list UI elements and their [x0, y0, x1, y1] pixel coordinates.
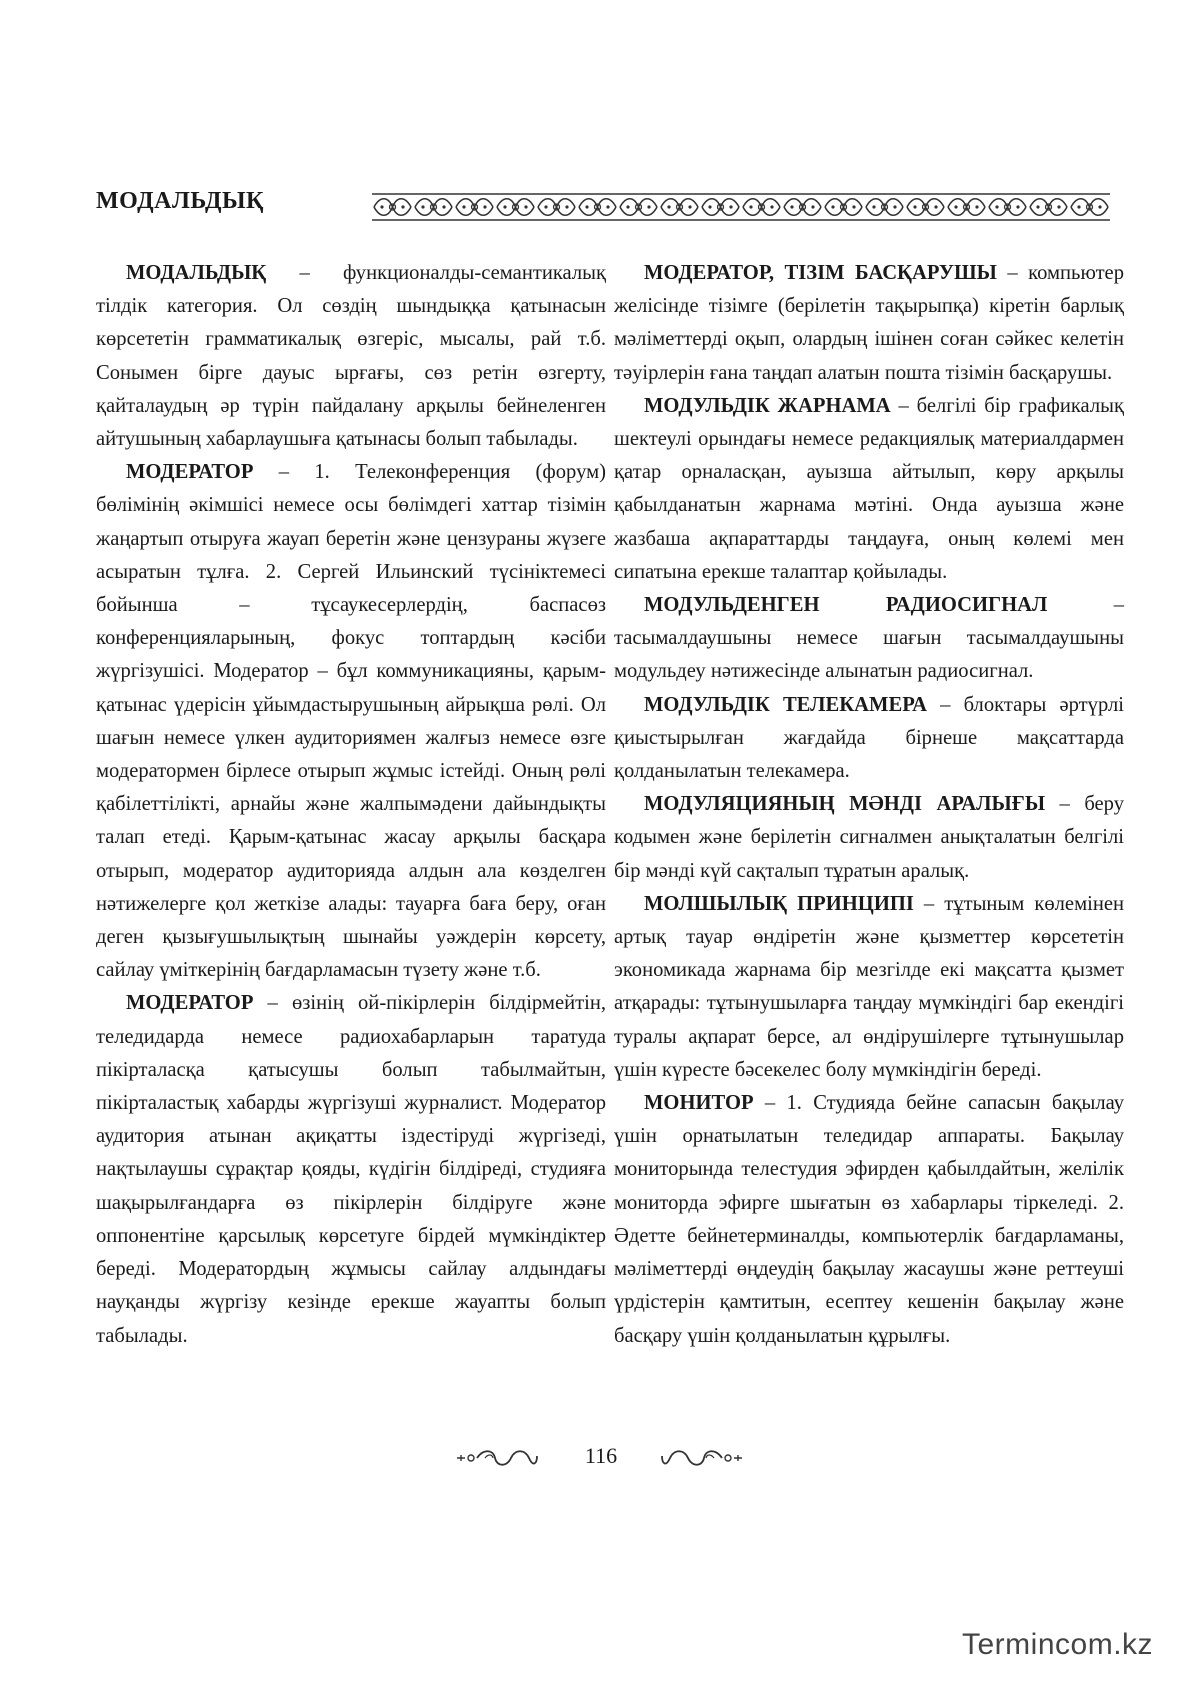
entry-modular-telecamera: [614, 689, 1124, 789]
entry-term: МОДУЛЬДІК ТЕЛЕКАМЕРА: [644, 693, 928, 716]
entry-term: МОДУЛЬДЕНГЕН РАДИОСИГНАЛ: [644, 594, 1048, 617]
entry-definition: – 1. Студияда бейне сапасын бақылау үшін орнатылатын теледидар аппараты. Бақылау мониторында телестудия эфирден қабылдайтын, желілік мониторда эфирге шығатын өз хабарлары тіркеледі. 2. Әдетте бейнетерминалды, компьютерлік бағдарламаны, мәліметтерді өңдеудің бақылау жасаушы және реттеуші үрдістерін қамтитын, есептеу кешенін бақылау және басқару үшін қолданылатын құрылғы.: [614, 1092, 1124, 1347]
page-footer: [0, 1440, 1191, 1480]
entry-term: МОДЕРАТОР, ТІЗІМ БАСҚАРУШЫ: [644, 262, 997, 284]
entry-term: МОДЕРАТОР: [126, 992, 254, 1015]
entry-definition: – беру кодымен және берілетін сигналмен анықталатын белгілі бір мәнді күй сақталып тұратын аралық.: [614, 793, 1124, 882]
left-column: [96, 257, 606, 1353]
entry-moderator-2: [96, 987, 606, 1352]
entry-modulation-interval: [614, 788, 1124, 888]
entry-list-moderator: [614, 257, 1124, 390]
footer-ornament-right-icon: [660, 1446, 744, 1472]
watermark-text: Termincom.kz: [962, 1628, 1154, 1661]
running-head: МОДАЛЬДЫҚ: [96, 188, 264, 214]
entry-definition: – тасымалдаушыны немесе шағын тасымалдаушыны модульдеу нәтижесінде алынатын радиосигнал.: [614, 594, 1124, 683]
entry-definition: – компьютер желісінде тізімге (берілетін тақырыпқа) кіретін барлық мәліметтерді оқып, олардың ішінен соған сәйкес келетін тәуірлерін ғана таңдап алатын пошта тізімін басқарушы.: [614, 262, 1124, 384]
entry-definition: – өзінің ой-пікірлерін білдірмейтін, теледидарда немесе радиохабарларын таратуда пікірталасқа қатысушы болып табылмайтын, пікірталастық хабарды жүргізуші журналист. Модератор аудитория атынан ақиқатты іздестіруді жүргізеді, нақтылаушы сұрақтар қояды, күдігін білдіреді, студияға шақырылғандарға өз пікірлерін білдіруге және оппонентіне қарсылық көрсетуге бірдей мүмкіндіктер береді. Модератордың жұмысы сайлау алдындағы науқанды жүргізу кезінде ерекше жауапты болып табылады.: [96, 992, 606, 1347]
entry-modulated-radiosignal: [614, 589, 1124, 689]
entry-term: МОДЕРАТОР: [126, 461, 254, 484]
entry-term: МОЛШЫЛЫҚ ПРИНЦИПІ: [644, 892, 914, 915]
entry-definition: – белгілі бір графикалық шектеулі орындағы немесе редакциялық материалдармен қатар орналасқан, ауызша айтылып, көру арқылы қабылданатын жарнама мәтіні. Онда ауызша және жазбаша ақпараттарды таңдауға, оның көлемі мен сипатына ерекше талаптар қойылады.: [614, 394, 1124, 583]
ornament-border-icon: [372, 192, 1110, 222]
entry-definition: – тұтыным көлемінен артық тауар өндіретін және қызметтер көрсететін экономикада жарнама бір мезгілде екі мақсатта қызмет атқарады: тұтынушыларға таңдау мүмкіндігі бар екендігі туралы ақпарат берсе, ал өндірушілерге тұтынушылар үшін күресте бәсекелес болу мүмкіндігін береді.: [614, 892, 1125, 1081]
entry-term: МОНИТОР: [644, 1092, 754, 1115]
footer-ornament-left-icon: [455, 1446, 539, 1472]
entry-modular-advertising: [614, 390, 1124, 589]
entry-term: МОДУЛЬДІК ЖАРНАМА: [644, 394, 891, 417]
entry-monitor: [614, 1087, 1124, 1353]
entry-definition: – функционалды-семантикалық тілдік категория. Ол сөздің шындыққа қатынасын көрсететін грамматикалық өзгеріс, мысалы, рай т.б. Сонымен бірге дауыс ырғағы, сөз ретін өзгерту, қайталаудың әр түрін пайдалану арқылы бейнеленген айтушының хабарлаушыға қатынасы болып табылады.: [96, 262, 606, 451]
entry-definition: – блоктары әртүрлі қиыстырылған жағдайда бірнеше мақсаттарда қолданылатын телекамера.: [614, 693, 1124, 783]
right-column: [614, 257, 1124, 1353]
entry-term: МОДАЛЬДЫҚ: [126, 262, 267, 284]
entry-term: МОДУЛЯЦИЯНЫҢ МӘНДІ АРАЛЫҒЫ: [644, 793, 1046, 816]
entry-abundance-principle: [614, 888, 1124, 1087]
entry-modalitiness: [96, 257, 606, 456]
page-number: 116: [584, 1443, 618, 1468]
entry-definition: – 1. Телеконференция (форум) бөлімінің әкімшісі немесе осы бөлімдегі хаттар тізімін жаңартып отыруға жауап беретін және цензураны жүзеге асыратын тұлға. 2. Сергей Ильинский түсініктемесі бойынша – тұсаукесерлердің, баспасөз конференцияларының, фокус топтардың кәсіби жүргізушісі. Модератор – бұл коммуникацияны, қарым-қатынас үдерісін ұйымдастырушының айрықша рөлі. Ол шағын немесе үлкен аудиториямен жалғыз немесе өзге модератормен бірлесе отырып жұмыс істейді. Оның рөлі қабілеттілікті, арнайы және жалпымәдени дайындықты талап етеді. Қарым-қатынас жасау арқылы басқара отырып, модератор аудиторияда алдын ала көзделген нәтижелерге қол жеткізе алады: тауарға баға беру, оған деген қызығушылықтың шынайы уәждерін көрсету, сайлау үміткерінің бағдарламасын түзету және т.б.: [96, 461, 606, 982]
entry-moderator-1: [96, 456, 606, 987]
site-watermark: [962, 1628, 1172, 1672]
